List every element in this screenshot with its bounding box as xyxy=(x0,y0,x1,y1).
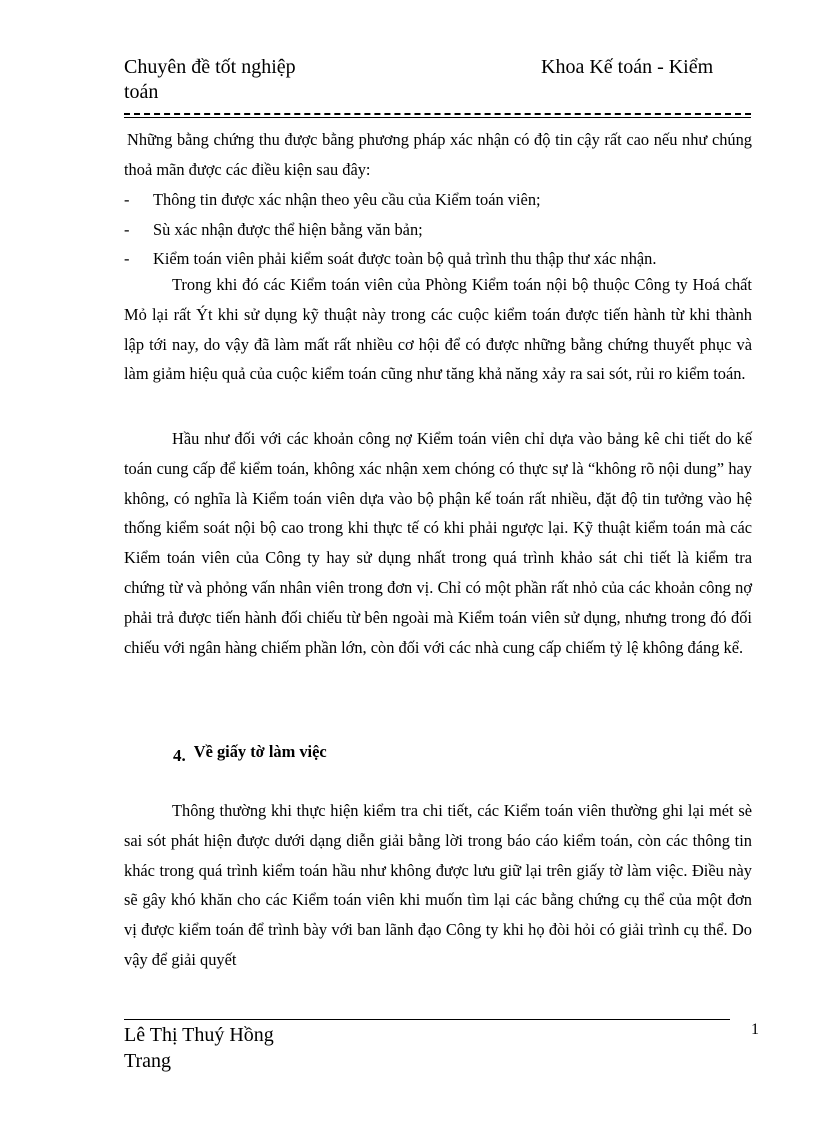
bullet-dash: - xyxy=(124,220,130,239)
paragraph-3: Hầu như đối với các khoản công nợ Kiểm toán viên chỉ dựa vào bảng kê chi tiết do kế toán cung cấp để kiểm toán, không xác nhận xem chóng có thực sự là “không rõ nội dung” hay không, có nghĩa là Kiểm toán viên dựa vào bộ phận kế toán rất nhiều, đặt độ tin tưởng vào hệ thống kiểm soát nội bộ cao trong khi thực tế có khi phải ngược lại. Kỹ thuật kiểm toán mà các Kiểm toán viên của Công ty hay sử dụng nhất trong quá trình khảo sát chi tiết là kiểm tra chứng từ và phỏng vấn nhân viên trong đơn vị. Chỉ có một phần rất nhỏ của các khoản công nợ phải trả được tiến hành đối chiếu từ bên ngoài mà Kiểm toán viên sử dụng, nhưng trong đó đối chiếu với ngân hàng chiếm phần lớn, còn đối với các nhà cung cấp chiếm tỷ lệ không đáng kể. xyxy=(124,429,752,657)
footer-author: Lê Thị Thuý Hồng xyxy=(124,1024,274,1046)
bullet-item xyxy=(124,185,541,215)
bullet-text: Sù xác nhận được thể hiện bằng văn bản; xyxy=(153,220,423,239)
bullet-dash: - xyxy=(124,190,130,209)
paragraph-2: Trong khi đó các Kiểm toán viên của Phòng Kiểm toán nội bộ thuộc Công ty Hoá chất Mỏ lại rất Ýt khi sử dụng kỹ thuật này trong các cuộc kiểm toán được tiến hành từ khi thành lập tới nay, do vậy đã làm mất rất nhiều cơ hội để có được những bằng chứng thuyết phục và làm giảm hiệu quả của cuộc kiểm toán cũng như tăng khả năng xảy ra sai sót, rủi ro kiểm toán. xyxy=(124,275,752,384)
footer-rule xyxy=(124,1019,730,1020)
paragraph-4: Thông thường khi thực hiện kiểm tra chi tiết, các Kiểm toán viên thường ghi lại mét sè sai sót phát hiện được dưới dạng diễn giải bằng lời trong báo cáo kiểm toán, còn các thông tin khác trong quá trình kiểm toán hầu như không được lưu giữ lại trên giấy tờ làm việc. Điều này sẽ gây khó khăn cho các Kiểm toán viên khi muốn tìm lại các bằng chứng cụ thể của một đơn vị được kiểm toán để trình bày với ban lãnh đạo Công ty khi họ đòi hỏi có giải trình cụ thể. Do vậy để giải quyết xyxy=(124,801,752,969)
bullet-text: Kiểm toán viên phải kiểm soát được toàn bộ quả trình thu thập thư xác nhận. xyxy=(153,249,657,268)
paragraph-1: Những bằng chứng thu được bằng phương pháp xác nhận có độ tin cậy rất cao nếu như chúng thoả mãn được các điều kiện sau đây: xyxy=(124,130,752,179)
bullet-item xyxy=(124,215,423,245)
page-number: 1 xyxy=(751,1021,759,1038)
header-title-right: Khoa Kế toán - Kiểm xyxy=(541,56,714,78)
header-rule xyxy=(124,113,751,115)
header-title-left: Chuyên đề tốt nghiệp xyxy=(124,56,296,78)
header-title-continued: toán xyxy=(124,81,159,103)
header-rule-solid xyxy=(124,117,751,118)
section-heading xyxy=(173,742,327,765)
bullet-dash: - xyxy=(124,249,130,268)
footer-author-continued: Trang xyxy=(124,1050,172,1072)
section-title: Về giấy tờ làm việc xyxy=(193,742,327,761)
bullet-text: Thông tin được xác nhận theo yêu cầu của Kiểm toán viên; xyxy=(153,190,541,209)
section-number: 4. xyxy=(173,746,186,765)
